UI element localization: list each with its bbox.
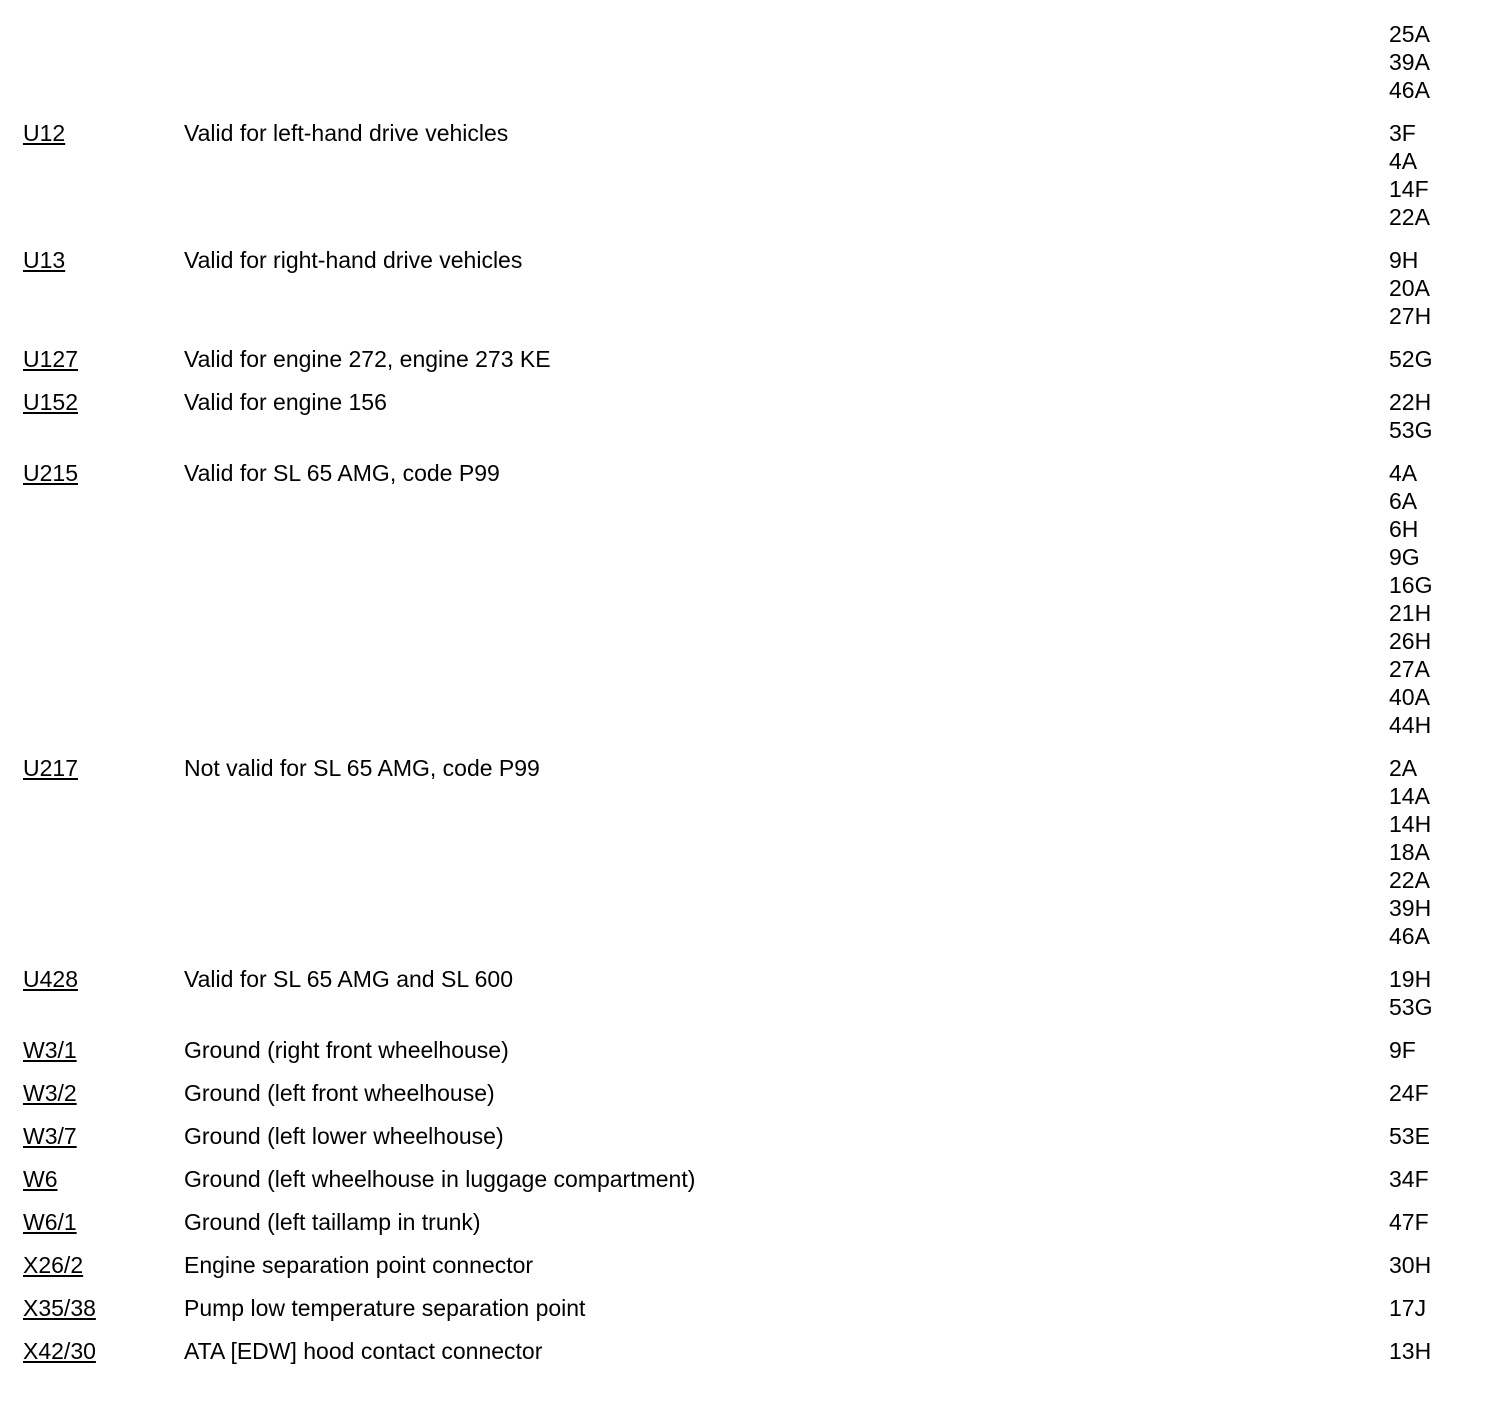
grid-reference: 26H [1389,628,1432,654]
component-description: Valid for engine 156 [184,389,387,415]
grid-reference: 13H [1389,1338,1432,1364]
grid-reference: 46A [1389,923,1430,949]
grid-reference: 4A [1389,148,1418,174]
component-description: Ground (left wheelhouse in luggage compartment) [184,1166,696,1192]
grid-reference: 6H [1389,516,1419,542]
component-code-link[interactable]: W6/1 [23,1209,77,1235]
component-description: Not valid for SL 65 AMG, code P99 [184,755,540,781]
grid-reference-list [1389,1036,1489,1064]
grid-reference-list [1389,1251,1489,1279]
grid-reference: 22H [1389,389,1432,415]
component-description: Ground (left lower wheelhouse) [184,1123,504,1149]
grid-reference: 6A [1389,488,1418,514]
grid-reference-list [1389,459,1489,739]
grid-reference: 9F [1389,1037,1416,1063]
grid-reference: 22A [1389,204,1430,230]
grid-reference: 19H [1389,966,1432,992]
component-code-link[interactable]: W3/2 [23,1080,77,1106]
grid-reference-list [1389,246,1489,330]
grid-reference: 22A [1389,867,1430,893]
component-description: Ground (left taillamp in trunk) [184,1209,481,1235]
component-code-link[interactable]: W6 [23,1166,58,1192]
component-description: Engine separation point connector [184,1252,534,1278]
grid-reference: 34F [1389,1166,1429,1192]
component-code-link[interactable]: X35/38 [23,1295,96,1321]
component-description: ATA [EDW] hood contact connector [184,1338,543,1364]
grid-reference: 14F [1389,176,1429,202]
component-description: Valid for left-hand drive vehicles [184,120,509,146]
grid-reference: 17J [1389,1295,1427,1321]
component-code-link[interactable]: U152 [23,389,78,415]
component-description: Ground (left front wheelhouse) [184,1080,495,1106]
component-code-link[interactable]: W3/1 [23,1037,77,1063]
grid-reference: 39A [1389,49,1430,75]
grid-reference: 14A [1389,783,1430,809]
grid-reference: 9G [1389,544,1420,570]
grid-reference: 14H [1389,811,1432,837]
grid-reference: 18A [1389,839,1430,865]
grid-reference: 27H [1389,303,1432,329]
grid-reference-list [1389,1079,1489,1107]
grid-reference: 30H [1389,1252,1432,1278]
grid-reference: 24F [1389,1080,1429,1106]
grid-reference: 21H [1389,600,1432,626]
grid-reference: 20A [1389,275,1430,301]
grid-reference: 44H [1389,712,1432,738]
grid-reference: 39H [1389,895,1432,921]
grid-reference-list [1389,1165,1489,1193]
grid-reference: 40A [1389,684,1430,710]
grid-reference: 4A [1389,460,1418,486]
grid-reference: 3F [1389,120,1416,146]
grid-reference-list [1389,1122,1489,1150]
grid-reference-list [1389,1208,1489,1236]
grid-reference: 53G [1389,994,1433,1020]
grid-reference-list [1389,1294,1489,1322]
component-description: Valid for SL 65 AMG and SL 600 [184,966,514,992]
grid-reference: 2A [1389,755,1418,781]
grid-reference-list [1389,20,1489,104]
grid-reference-list [1389,965,1489,1021]
component-code-link[interactable]: U127 [23,346,78,372]
grid-reference-list [1389,119,1489,231]
component-code-link[interactable]: U217 [23,755,78,781]
component-description: Pump low temperature separation point [184,1295,586,1321]
component-code-link[interactable]: U215 [23,460,78,486]
component-description: Valid for right-hand drive vehicles [184,247,523,273]
component-description: Valid for SL 65 AMG, code P99 [184,460,500,486]
grid-reference: 53G [1389,417,1433,443]
grid-reference: 16G [1389,572,1433,598]
grid-reference: 46A [1389,77,1430,103]
component-code-link[interactable]: U428 [23,966,78,992]
grid-reference: 53E [1389,1123,1430,1149]
grid-reference-list [1389,754,1489,950]
component-code-link[interactable]: X26/2 [23,1252,84,1278]
grid-reference-list [1389,345,1489,373]
component-code-link[interactable]: U13 [23,247,66,273]
grid-reference: 25A [1389,21,1430,47]
grid-reference-list [1389,1337,1489,1365]
grid-reference: 47F [1389,1209,1429,1235]
grid-reference: 9H [1389,247,1419,273]
grid-reference: 27A [1389,656,1430,682]
component-code-link[interactable]: U12 [23,120,66,146]
component-code-link[interactable]: X42/30 [23,1338,96,1364]
grid-reference: 52G [1389,346,1433,372]
component-description: Ground (right front wheelhouse) [184,1037,509,1063]
component-description: Valid for engine 272, engine 273 KE [184,346,551,372]
component-code-link[interactable]: W3/7 [23,1123,77,1149]
grid-reference-list [1389,388,1489,444]
